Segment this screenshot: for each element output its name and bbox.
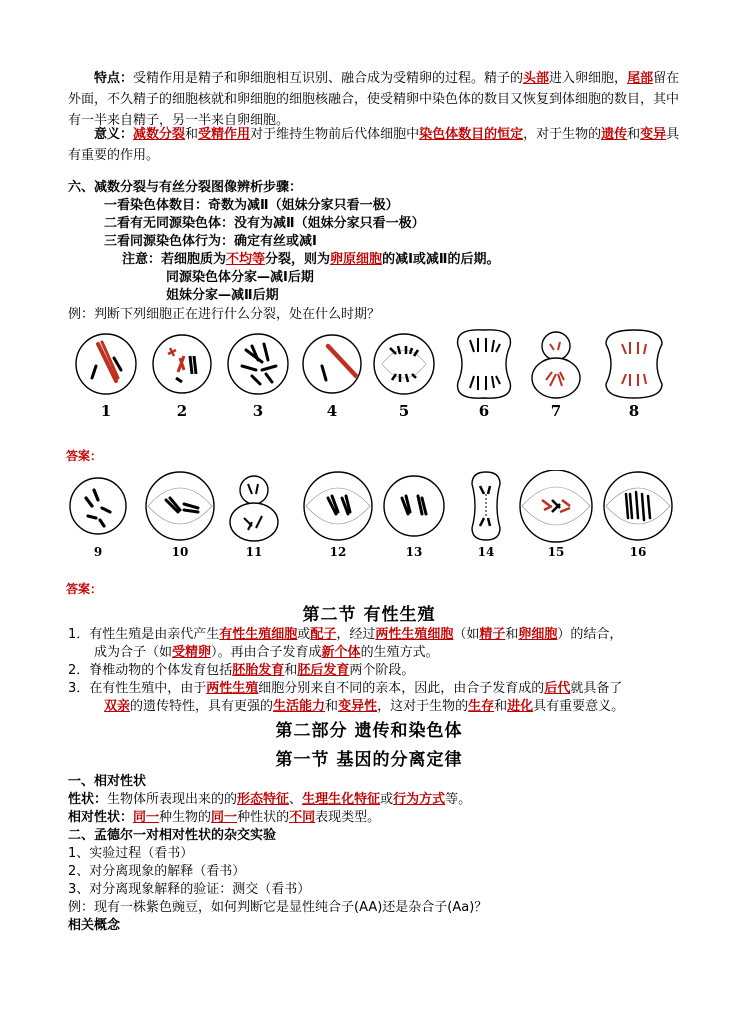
cell-5 (374, 334, 434, 394)
mendel-heading: 二、孟德尔一对相对性状的杂交实验 (68, 828, 277, 843)
mendel-item-2: 2、对分离现象的解释（看书） (68, 864, 246, 879)
relative-trait-definition: 相对性状：同一种生物的同一种性状的不同表现类型。 (68, 810, 381, 825)
cell-12 (304, 472, 372, 540)
note: 注意：若细胞质为不均等分裂，则为卵原细胞的减Ⅰ或减Ⅱ的后期。 (122, 252, 500, 267)
answer-label-2: 答案： (66, 582, 103, 596)
step-1: 一看染色体数目：奇数为减Ⅱ（姐妹分家只看一极） (104, 198, 399, 213)
fertilization-features: 特点：受精作用是精子和卵细胞相互识别、融合成为受精卵的过程。精子的头部进入卵细胞，尾部留在外面，不久精子的细胞核就和卵细胞的细胞核融合，使受精卵中染色体的数目又恢复到体细胞的数目，其中有一半来自精子，另一半来自卵细胞。 (68, 71, 680, 128)
fertilization-significance: 意义：减数分裂和受精作用对于维持生物前后代体细胞中染色体数目的恒定，对于生物的遗传和变异具有重要的作用。 (68, 127, 680, 163)
heading-segregation-law: 第一节 基因的分离定律 (275, 750, 463, 770)
mendel-item-1: 1、实验过程（看书） (68, 846, 194, 861)
cell-4 (303, 335, 361, 393)
cell-figures-row-1 (66, 326, 676, 402)
heading-sexual-reproduction: 第二节 有性生殖 (302, 605, 436, 625)
cell-16 (604, 472, 672, 540)
cell-15 (520, 470, 592, 542)
label-features: 特点： (94, 71, 134, 86)
trait-definition: 性状：生物体所表现出来的的形态特征、生理生化特征或行为方式等。 (68, 792, 472, 807)
label-significance: 意义： (94, 127, 134, 142)
cell-3 (228, 334, 288, 394)
sexual-item-1-cont: 成为合子（如受精卵）。再由合子发育成新个体的生殖方式。 (94, 645, 439, 660)
cell-figures-row-2 (66, 470, 676, 544)
section-6-title: 六、减数分裂与有丝分裂图像辨析步骤： (68, 180, 303, 195)
cell-2 (153, 335, 211, 393)
note-sister: 姐妹分家—减Ⅱ后期 (166, 288, 279, 303)
cell-9 (70, 478, 126, 534)
sexual-item-2: 2．脊椎动物的个体发育包括胚胎发育和胚后发育两个阶段。 (68, 663, 415, 678)
step-3: 三看同源染色体行为：确定有丝或减Ⅰ (104, 234, 317, 249)
sexual-item-1: 1．有性生殖是由亲代产生有性生殖细胞或配子，经过两性生殖细胞（如精子和卵细胞）的结合， (68, 627, 623, 642)
related-concepts: 相关概念 (68, 918, 121, 933)
cell-8 (606, 330, 662, 398)
sexual-item-3-cont: 双亲的遗传特性，具有更强的生活能力和变异性，这对于生物的生存和进化具有重要意义。 (104, 699, 625, 714)
figure-numbers-row-2: 9 10 11 12 13 14 15 16 (93, 545, 647, 559)
cell-14 (472, 472, 500, 540)
example-question: 例：判断下列细胞正在进行什么分裂，处在什么时期？ (68, 307, 381, 322)
step-2: 二看有无同源染色体：没有为减Ⅱ（姐妹分家只看一极） (104, 216, 425, 231)
note-homolog: 同源染色体分家—减Ⅰ后期 (166, 270, 314, 285)
cell-6 (458, 330, 511, 398)
cell-11 (230, 476, 278, 541)
cell-1 (76, 334, 136, 394)
cell-13 (384, 476, 444, 536)
heading-part-2: 第二部分 遗传和染色体 (275, 721, 463, 741)
figure-numbers-row-1: 1 2 3 4 5 6 7 8 (100, 402, 640, 420)
cell-10 (146, 472, 214, 540)
relative-traits-heading: 一、相对性状 (68, 774, 147, 789)
mendel-example: 例：现有一株紫色豌豆，如何判断它是显性纯合子(AA)还是杂合子(Aa)？ (68, 900, 488, 915)
mendel-item-3: 3、对分离现象解释的验证：测交（看书） (68, 882, 311, 897)
cell-7 (532, 332, 580, 398)
sexual-item-3: 3．在有性生殖中，由于两性生殖细胞分别来自不同的亲本，因此，由合子发育成的后代就具备了 (68, 681, 623, 696)
answer-label-1: 答案： (66, 449, 103, 463)
